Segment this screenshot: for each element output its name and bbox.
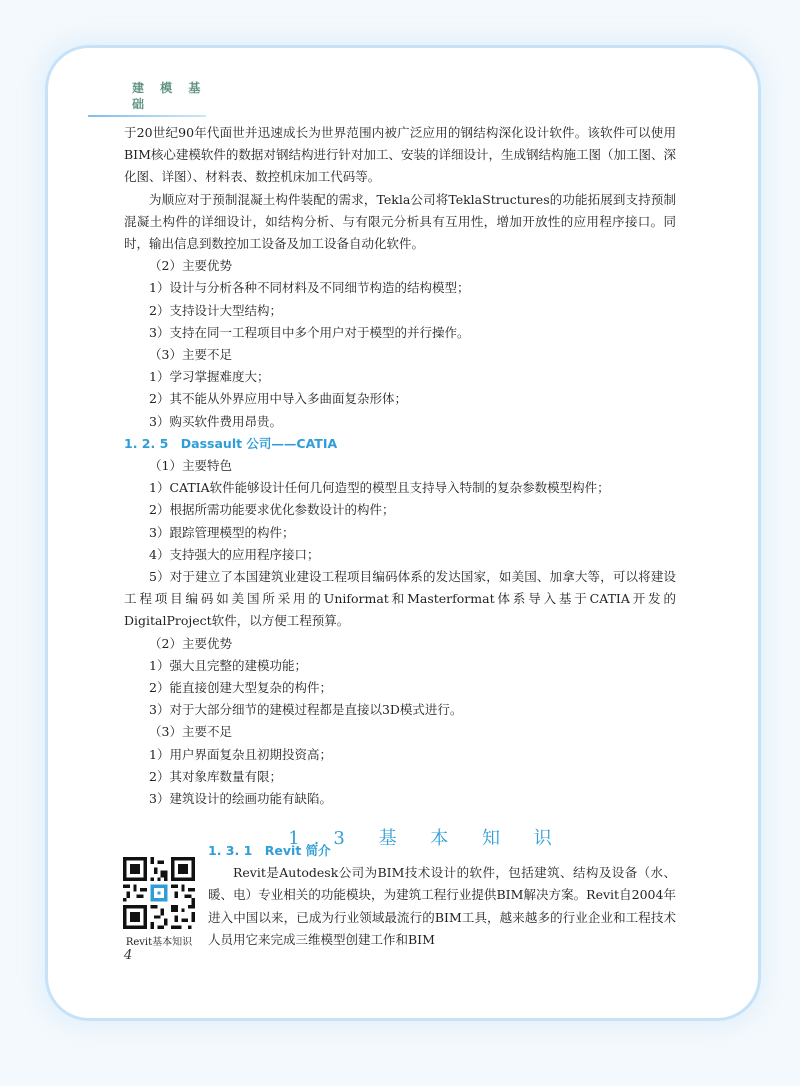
list-item: 1）设计与分析各种不同材料及不同细节构造的结构模型； bbox=[149, 280, 470, 296]
list-item: 4）支持强大的应用程序接口； bbox=[149, 546, 320, 562]
list-item: 3）购买软件费用昂贵。 bbox=[149, 413, 282, 429]
list-item: 1）学习掌握难度大； bbox=[149, 369, 270, 385]
main-content bbox=[124, 122, 676, 866]
qr-caption: Revit基本知识 bbox=[125, 937, 193, 948]
paragraph-tekla-precast: 为顺应对于预制混凝土构件装配的需求，Tekla公司将TeklaStructures的功能拓展到支持预制混凝土构件的详细设计，如结构分析、与有限元分析具有互用性，增加开放性的应用程序接口。同时，输出信息到数控加工设备及加工设备自动化软件。 bbox=[124, 191, 676, 252]
list-item: 1）CATIA软件能够设计任何几何造型的模型且支持导入特制的复杂参数模型构件； bbox=[149, 480, 610, 496]
page-number: 4 bbox=[124, 948, 133, 963]
chapter-section-title: 1.3 基 本 知 识 bbox=[288, 828, 566, 850]
qr-code-block[interactable] bbox=[123, 857, 195, 948]
header-title: 建 模 基 础 bbox=[132, 81, 207, 111]
catia-advantages-heading: （2）主要优势 bbox=[149, 635, 232, 651]
list-item: 3）对于大部分细节的建模过程都是直接以3D模式进行。 bbox=[149, 702, 463, 718]
list-item: 2）根据所需功能要求优化参数设计的构件； bbox=[149, 502, 395, 518]
list-item: 3）支持在同一工程项目中多个用户对于模型的并行操作。 bbox=[149, 324, 470, 340]
tekla-disadvantages-heading: （3）主要不足 bbox=[149, 347, 232, 363]
list-item: 2）能直接创建大型复杂的构件； bbox=[149, 680, 332, 696]
list-item-wrapped: 5）对于建立了本国建筑业建设工程项目编码体系的发达国家，如美国、加拿大等，可以将建设工程项目编码如美国所采用的Uniformat和Masterformat体系导入基于CATIA开发的DigitalProject软件，以方便工程预算。 bbox=[124, 569, 676, 629]
catia-disadvantages-heading: （3）主要不足 bbox=[149, 724, 232, 740]
paragraph-tekla-intro: 于20世纪90年代面世并迅速成长为世界范围内被广泛应用的钢结构深化设计软件。该软件可以使用BIM核心建模软件的数据对钢结构进行针对加工、安装的详细设计，生成钢结构施工图（加工图、深化图、详图）、材料表、数控机床加工代码等。 bbox=[124, 125, 676, 185]
list-item: 3）建筑设计的绘画功能有缺陷。 bbox=[149, 791, 332, 807]
section-heading-catia: 1. 2. 5 Dassault 公司——CATIA bbox=[124, 435, 338, 451]
revit-intro-block bbox=[208, 840, 676, 951]
subsection-heading-revit: 1. 3. 1 Revit 简介 bbox=[208, 843, 331, 858]
tekla-advantages-heading: （2）主要优势 bbox=[149, 258, 232, 274]
running-header bbox=[88, 80, 208, 117]
catia-features-heading: （1）主要特色 bbox=[149, 458, 232, 474]
qr-code-icon[interactable] bbox=[123, 857, 195, 929]
list-item: 1）强大且完整的建模功能； bbox=[149, 657, 307, 673]
list-item: 1）用户界面复杂且初期投资高； bbox=[149, 746, 332, 762]
list-item: 3）跟踪管理模型的构件； bbox=[149, 524, 295, 540]
list-item: 2）其不能从外界应用中导入多曲面复杂形体； bbox=[149, 391, 407, 407]
list-item: 2）支持设计大型结构； bbox=[149, 302, 282, 318]
header-rule bbox=[88, 115, 206, 117]
paragraph-revit-intro: Revit是Autodesk公司为BIM技术设计的软件，包括建筑、结构及设备（水、暖、电）专业相关的功能模块，为建筑工程行业提供BIM解决方案。Revit自2004年进入中国以来，已成为行业领域最流行的BIM工具，越来越多的行业企业和工程技术人员用它来完成三维模型创建工作和BIM bbox=[208, 865, 676, 947]
list-item: 2）其对象库数量有限； bbox=[149, 768, 282, 784]
